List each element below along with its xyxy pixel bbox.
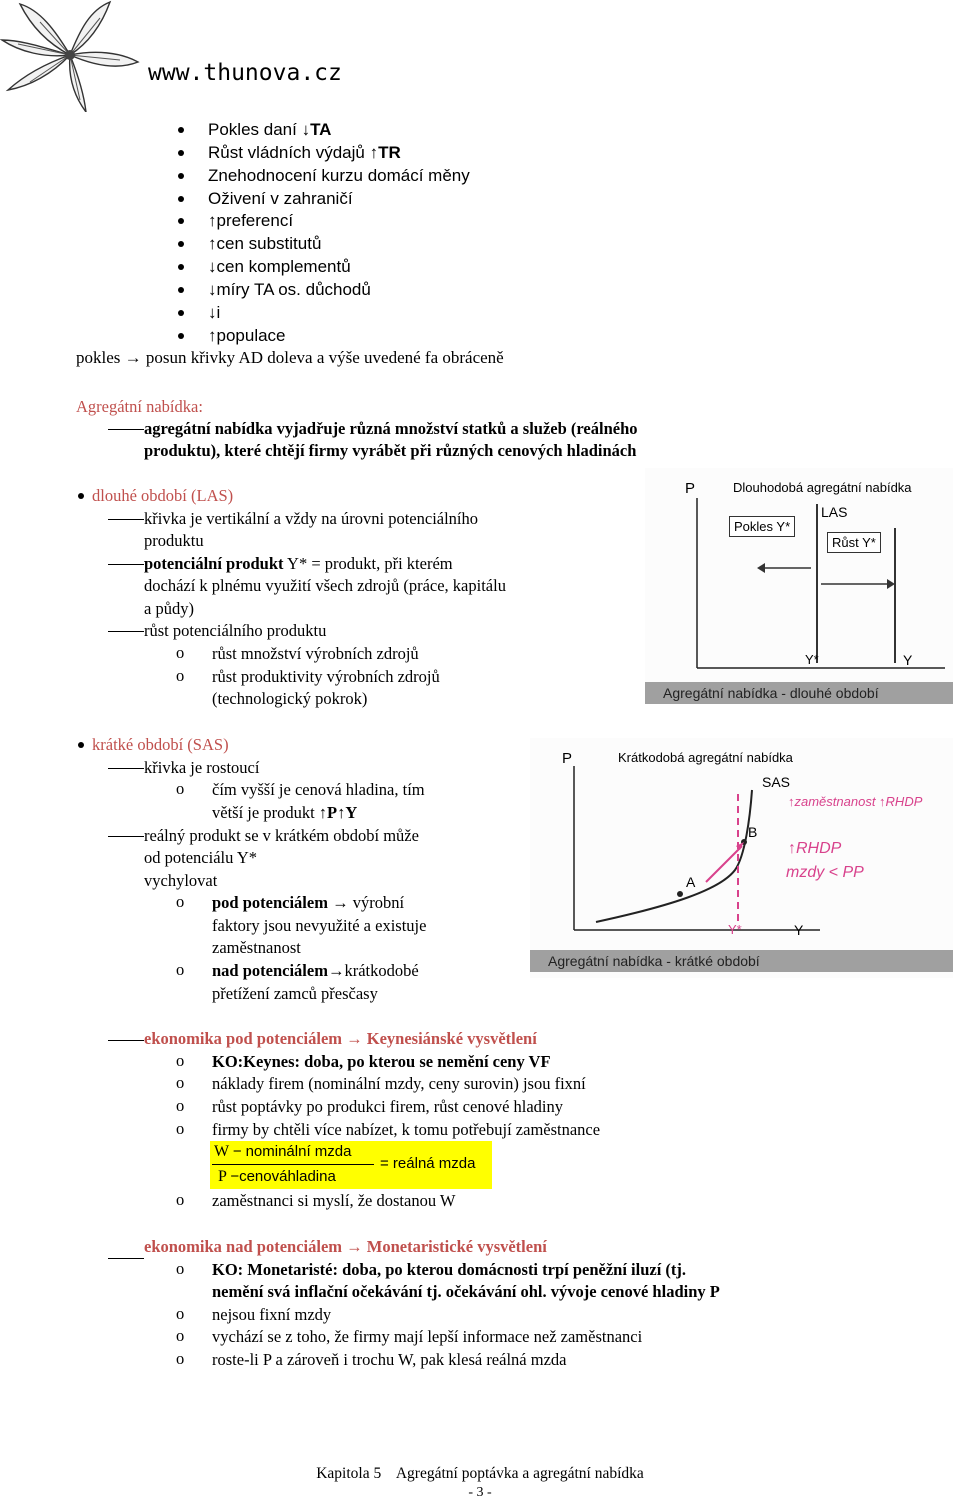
circle-bullet-icon: o	[176, 666, 185, 685]
text-line: KO:Keynes: doba, po kterou se nemění ceny VF	[212, 1052, 551, 1071]
footer-chapter: Kapitola 5 Agregátní poptávka a agregátní nabídka	[316, 1465, 644, 1482]
text-line: přetížení zamců přesčasy	[212, 984, 378, 1003]
axis-label-p: P	[685, 480, 696, 497]
list-item: ↑cen substitutů	[208, 234, 322, 253]
definition-line: agregátní nabídka vyjadřuje různá množství statků a služeb (reálného	[144, 419, 638, 438]
figure-title: Dlouhodobá agregátní nabídka	[733, 480, 912, 495]
circle-bullet-icon: o	[176, 1096, 185, 1115]
circle-bullet-icon: o	[176, 1190, 185, 1209]
text-line: KO: Monetaristé: doba, po kterou domácnosti trpí peněžní iluzí (tj.	[212, 1260, 687, 1279]
fraction-bar	[212, 1164, 374, 1165]
list-item: Znehodnocení kurzu domácí měny	[208, 166, 470, 185]
text-line: nad potenciálem→krátkodobé	[212, 961, 419, 980]
list-item: ↓i	[208, 303, 221, 322]
y-label: Y	[794, 922, 804, 938]
figure-caption: Agregátní nabídka - dlouhé období	[645, 682, 953, 704]
page-number: - 3 -	[468, 1485, 492, 1500]
circle-bullet-icon: o	[176, 1051, 185, 1070]
bullet-icon	[178, 310, 184, 316]
handwritten-note: ↑zaměstnanost ↑RHDP	[788, 794, 923, 809]
las-label: LAS	[821, 504, 848, 520]
definition-line: produktu), které chtějí firmy vyrábět při různých cenových hladinách	[144, 441, 637, 460]
bullet-icon	[178, 287, 184, 293]
section-heading: krátké období (SAS)	[92, 735, 229, 754]
bullet-icon	[178, 196, 184, 202]
circle-bullet-icon: o	[176, 960, 185, 979]
text-line: nemění svá inflační očekávání tj. očekávání ohl. vývoje cenové hladiny P	[212, 1282, 720, 1301]
dash-icon	[108, 564, 144, 565]
circle-bullet-icon: o	[176, 1073, 185, 1092]
formula-numerator: W − nominální mzda	[214, 1143, 352, 1160]
text-line: nejsou fixní mzdy	[212, 1305, 332, 1324]
point-a-label: A	[686, 874, 696, 890]
list-item: Růst vládních výdajů ↑TR	[208, 143, 401, 162]
handwritten-note: ↑RHDP	[788, 840, 842, 857]
text-line: dochází k plnému využití všech zdrojů (práce, kapitálu	[144, 576, 506, 595]
circle-bullet-icon: o	[176, 1326, 185, 1345]
text-line: náklady firem (nominální mzdy, ceny surovin) jsou fixní	[212, 1074, 586, 1093]
text-line: pod potenciálem → výrobní	[212, 893, 405, 912]
circle-bullet-icon: o	[176, 892, 185, 911]
rust-label: Růst Y*	[827, 532, 881, 553]
sas-label: SAS	[762, 774, 791, 790]
sas-graph	[530, 738, 953, 978]
ystar-label: Y*	[728, 922, 742, 937]
dash-icon	[108, 631, 144, 632]
dash-icon	[108, 429, 144, 430]
text-line: a půdy)	[144, 599, 194, 618]
text-line: křivka je rostoucí	[144, 758, 260, 777]
text-line: zaměstnanci si myslí, že dostanou W	[212, 1191, 456, 1210]
handwritten-note: mzdy < PP	[786, 864, 864, 881]
text-line: křivka je vertikální a vždy na úrovni potenciálního	[144, 509, 479, 528]
ystar-label: Y*	[805, 652, 819, 667]
text-line: vychylovat	[144, 871, 218, 890]
las-figure	[645, 468, 953, 704]
text-line: růst potenciálního produktu	[144, 621, 327, 640]
text-line: čím vyšší je cenová hladina, tím	[212, 780, 425, 799]
text-line: faktory jsou nevyužité a existuje	[212, 916, 427, 935]
circle-bullet-icon: o	[176, 1304, 185, 1323]
figure-caption: Agregátní nabídka - krátké období	[530, 950, 953, 972]
dash-icon	[108, 519, 144, 520]
dash-icon	[108, 1258, 144, 1259]
formula-result: = reálná mzda	[380, 1155, 476, 1172]
text-line: zaměstnanost	[212, 938, 301, 957]
figure-title: Krátkodobá agregátní nabídka	[618, 750, 793, 765]
pokles-label: Pokles Y*	[729, 516, 795, 537]
circle-bullet-icon: o	[176, 779, 185, 798]
text-line: roste-li P a zároveň i trochu W, pak klesá reálná mzda	[212, 1350, 567, 1369]
circle-bullet-icon: o	[176, 643, 185, 662]
text-line: větší je produkt ↑P↑Y	[212, 803, 358, 822]
flower-logo	[0, 0, 140, 112]
text-line: reálný produkt se v krátkém období může	[144, 826, 419, 845]
section-heading: ekonomika pod potenciálem → Keynesiánské vysvětlení	[144, 1029, 537, 1048]
dash-icon	[108, 1040, 144, 1041]
text-line: vychází se z toho, že firmy mají lepší informace než zaměstnanci	[212, 1327, 643, 1346]
bullet-icon	[178, 241, 184, 247]
site-url: www.thunova.cz	[148, 60, 342, 86]
bullet-icon	[178, 333, 184, 339]
sas-figure	[530, 738, 953, 978]
y-label: Y	[903, 652, 913, 668]
list-item: ↑populace	[208, 326, 286, 345]
bullet-icon	[178, 264, 184, 270]
list-item: ↑preferencí	[208, 211, 294, 230]
bullet-icon	[178, 150, 184, 156]
text-line: potenciální produkt Y* = produkt, při kterém	[144, 554, 453, 573]
text-line: růst produktivity výrobních zdrojů	[212, 667, 440, 686]
text-line: růst množství výrobních zdrojů	[212, 644, 419, 663]
circle-bullet-icon: o	[176, 1119, 185, 1138]
point-b-label: B	[748, 824, 758, 840]
text-line: produktu	[144, 531, 204, 550]
dash-icon	[108, 836, 144, 837]
section-heading: ekonomika nad potenciálem → Monetaristické vysvětlení	[144, 1237, 547, 1256]
bullet-icon	[178, 127, 184, 133]
formula-box	[210, 1141, 492, 1189]
formula-denominator: P −cenováhladina	[218, 1168, 336, 1185]
text-line: od potenciálu Y*	[144, 848, 258, 867]
circle-bullet-icon: o	[176, 1259, 185, 1278]
axis-label-p: P	[562, 750, 573, 767]
section-heading: dlouhé období (LAS)	[92, 486, 234, 505]
bullet-icon	[178, 218, 184, 224]
text-line: (technologický pokrok)	[212, 689, 368, 708]
bullet-icon	[78, 742, 84, 748]
list-item: ↓cen komplementů	[208, 257, 351, 276]
bullet-icon	[78, 493, 84, 499]
list-item: Oživení v zahraničí	[208, 189, 353, 208]
list-item: ↓míry TA os. důchodů	[208, 280, 371, 299]
list-item: Pokles daní ↓TA	[208, 120, 332, 139]
dash-icon	[108, 768, 144, 769]
bullet-icon	[178, 173, 184, 179]
pokles-line: pokles → posun křivky AD doleva a výše uvedené fa obráceně	[76, 348, 504, 367]
text-line: firmy by chtěli více nabízet, k tomu potřebují zaměstnance	[212, 1120, 601, 1139]
circle-bullet-icon: o	[176, 1349, 185, 1368]
section-heading: Agregátní nabídka:	[76, 397, 203, 416]
text-line: růst poptávky po produkci firem, růst cenové hladiny	[212, 1097, 564, 1116]
las-graph	[645, 468, 953, 704]
